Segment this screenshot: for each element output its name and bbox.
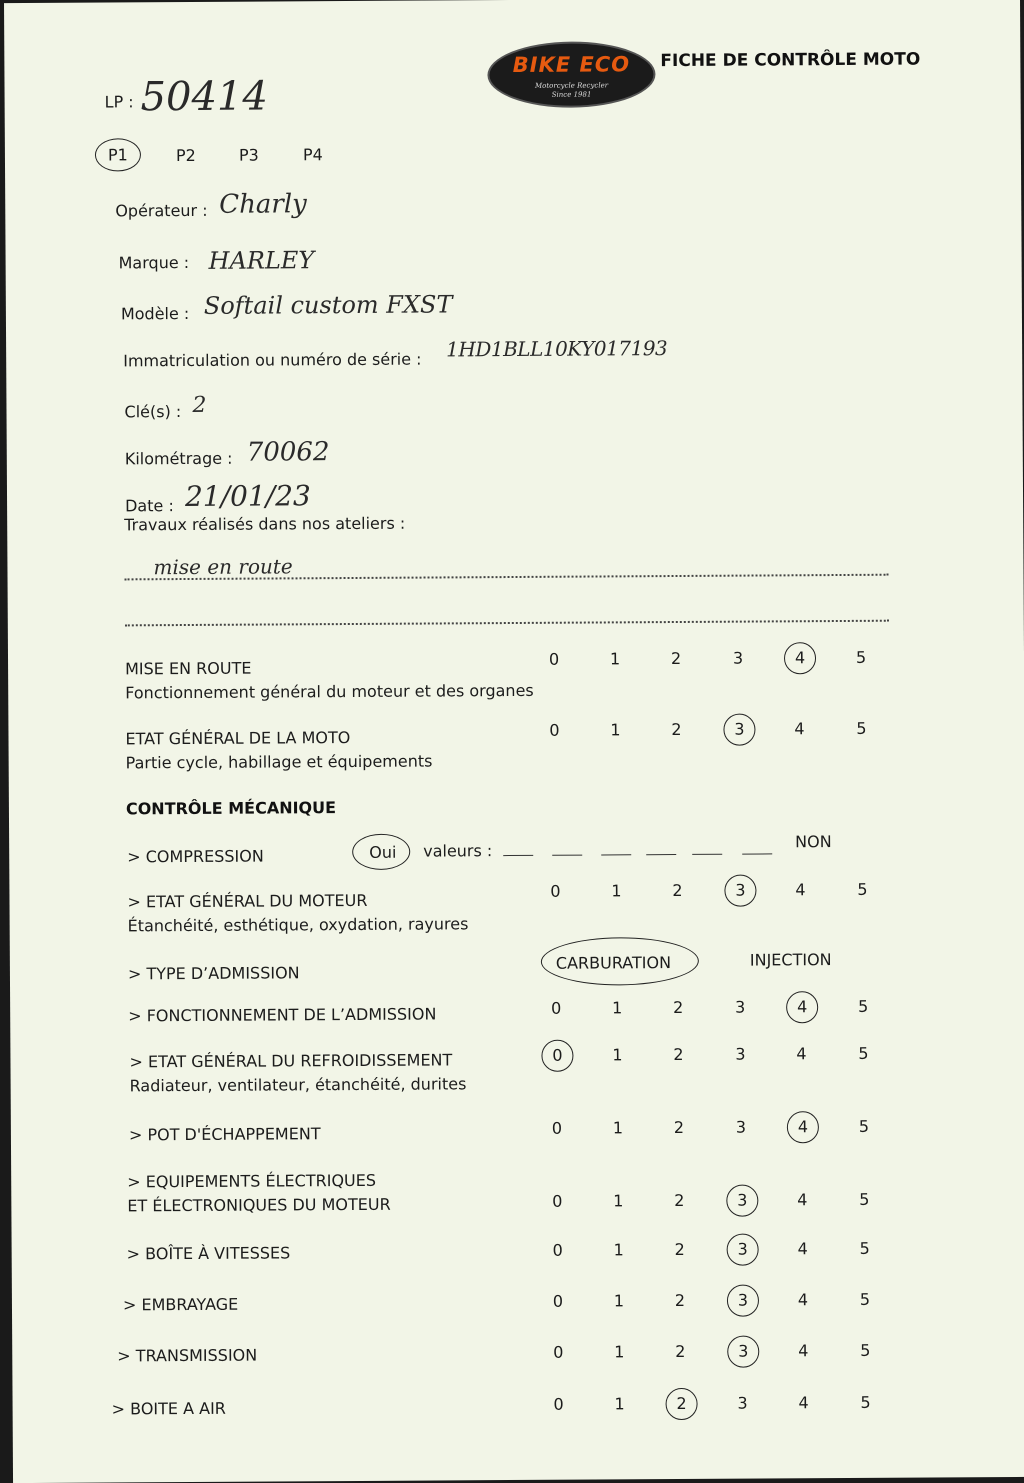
rating-bottom-7-score-4[interactable]: 4 [798, 1393, 809, 1413]
operateur-label: Opérateur : [115, 200, 208, 221]
travaux-line-2 [125, 620, 889, 627]
kilometrage-value: 70062 [246, 437, 330, 468]
rating-top-1-score-1[interactable]: 1 [610, 720, 621, 740]
etat-moteur-score-0[interactable]: 0 [550, 881, 561, 901]
rating-bottom-4-label: > BOÎTE À VITESSES [126, 1243, 291, 1264]
rating-bottom-1-sub: Radiateur, ventilateur, étanchéité, durites [129, 1074, 467, 1096]
rating-top-0-score-1[interactable]: 1 [609, 649, 621, 669]
rating-bottom-0-score-1[interactable]: 1 [612, 998, 623, 1018]
rating-bottom-0-score-5[interactable]: 5 [858, 996, 869, 1016]
rating-bottom-3-score-1[interactable]: 1 [613, 1191, 624, 1211]
rating-bottom-1-label: > ETAT GÉNÉRAL DU REFROIDISSEMENT [129, 1050, 453, 1072]
rating-bottom-0-score-0[interactable]: 0 [551, 998, 562, 1018]
rating-top-1-score-5[interactable]: 5 [856, 718, 867, 738]
position-p2[interactable]: P2 [175, 145, 196, 166]
rating-bottom-6-label: > TRANSMISSION [117, 1345, 258, 1366]
position-p4[interactable]: P4 [302, 145, 323, 165]
rating-bottom-7-score-1[interactable]: 1 [614, 1394, 625, 1414]
date-label: Date : [125, 496, 174, 516]
rating-bottom-7-score-0[interactable]: 0 [553, 1394, 564, 1414]
kilometrage-label: Kilométrage : [124, 448, 233, 469]
rating-top-0-score-5[interactable]: 5 [855, 647, 867, 667]
compression-valeurs-label: valeurs : [423, 841, 493, 861]
compression-value-blank[interactable] [692, 854, 722, 855]
rating-bottom-5-score-2[interactable]: 2 [674, 1290, 686, 1311]
rating-bottom-3-score-4[interactable]: 4 [797, 1190, 808, 1210]
rating-bottom-5-score-4[interactable]: 4 [797, 1290, 809, 1310]
etat-moteur-score-3[interactable]: 3 [724, 875, 756, 907]
compression-value-blank[interactable] [742, 853, 772, 854]
rating-bottom-5-score-1[interactable]: 1 [613, 1291, 625, 1311]
rating-bottom-3-score-0[interactable]: 0 [552, 1191, 563, 1211]
rating-bottom-5-score-5[interactable]: 5 [859, 1289, 871, 1309]
rating-bottom-6-score-4[interactable]: 4 [798, 1341, 809, 1361]
rating-bottom-1-score-2[interactable]: 2 [673, 1044, 684, 1065]
rating-top-1-label: ETAT GÉNÉRAL DE LA MOTO [125, 728, 351, 749]
travaux-value: mise en route [153, 554, 293, 580]
etat-moteur-sub: Étanchéité, esthétique, oxydation, rayures [127, 914, 469, 936]
admission-option-injection[interactable]: INJECTION [749, 950, 832, 970]
etat-moteur-score-2[interactable]: 2 [672, 880, 683, 901]
rating-bottom-3-score-5[interactable]: 5 [859, 1189, 870, 1209]
rating-bottom-6-score-0[interactable]: 0 [553, 1342, 564, 1362]
rating-top-1-score-2[interactable]: 2 [671, 719, 682, 740]
modele-label: Modèle : [120, 303, 190, 324]
rating-top-0-sub: Fonctionnement général du moteur et des organes [125, 680, 534, 703]
compression-values [4, 0, 1020, 3]
rating-bottom-3-score-3[interactable]: 3 [726, 1185, 758, 1217]
rating-bottom-1-score-4[interactable]: 4 [796, 1044, 807, 1064]
rating-bottom-0-label: > FONCTIONNEMENT DE L’ADMISSION [128, 1004, 437, 1026]
rating-bottom-0-score-4[interactable]: 4 [786, 991, 818, 1023]
date-value: 21/01/23 [184, 479, 311, 514]
rating-bottom-2-score-0[interactable]: 0 [551, 1118, 563, 1138]
rating-top-0-score-3[interactable]: 3 [732, 648, 744, 668]
immat-value: 1HD1BLL10KY017193 [446, 336, 668, 362]
cles-label: Clé(s) : [124, 402, 182, 422]
rating-bottom-1-score-1[interactable]: 1 [612, 1045, 623, 1065]
compression-value-blank[interactable] [503, 855, 533, 856]
modele-value: Softail custom FXST [203, 290, 453, 320]
logo-text: BIKE ECO [512, 52, 631, 77]
rating-bottom-1-score-0[interactable]: 0 [541, 1040, 573, 1072]
admission-option-carburation[interactable]: CARBURATION [555, 953, 672, 973]
rating-bottom-4-score-4[interactable]: 4 [797, 1239, 808, 1259]
rating-bottom-4-score-5[interactable]: 5 [859, 1238, 870, 1258]
page-title: FICHE DE CONTRÔLE MOTO [660, 49, 921, 72]
rating-top-1-score-3[interactable]: 3 [723, 714, 755, 746]
rating-bottom-5-score-3[interactable]: 3 [727, 1285, 759, 1317]
marque-label: Marque : [118, 252, 190, 273]
lp-label: LP : [104, 92, 134, 112]
rating-bottom-0-score-2[interactable]: 2 [673, 997, 684, 1018]
rating-bottom-4-score-1[interactable]: 1 [613, 1240, 624, 1260]
etat-moteur-label: > ETAT GÉNÉRAL DU MOTEUR [127, 890, 368, 912]
rating-bottom-2-label: > POT D'ÉCHAPPEMENT [128, 1124, 321, 1145]
rating-bottom-0-score-3[interactable]: 3 [735, 997, 746, 1017]
compression-oui[interactable]: Oui [369, 842, 397, 862]
rating-bottom-2-score-2[interactable]: 2 [673, 1117, 685, 1138]
rating-bottom-3-sub: ET ÉLECTRONIQUES DU MOTEUR [127, 1194, 391, 1216]
rating-bottom-1-score-5[interactable]: 5 [858, 1043, 869, 1063]
rating-bottom-4-score-2[interactable]: 2 [674, 1239, 685, 1260]
bike-eco-logo [487, 41, 655, 108]
travaux-label: Travaux réalisés dans nos ateliers : [124, 513, 406, 535]
section-title: CONTRÔLE MÉCANIQUE [125, 798, 337, 819]
rating-bottom-7-score-5[interactable]: 5 [860, 1392, 871, 1412]
rating-bottom-5-score-0[interactable]: 0 [552, 1291, 564, 1311]
inspection-sheet [4, 0, 1024, 1483]
etat-moteur-score-1[interactable]: 1 [611, 881, 622, 901]
logo-subtitle: Motorcycle Recycler [534, 81, 609, 90]
rating-bottom-7-score-3[interactable]: 3 [737, 1393, 748, 1413]
logo-since: Since 1981 [551, 90, 592, 99]
compression-value-blank[interactable] [646, 854, 676, 855]
operateur-value: Charly [219, 189, 307, 220]
rating-bottom-2-score-3[interactable]: 3 [735, 1117, 747, 1137]
compression-label: > COMPRESSION [127, 846, 264, 867]
rating-bottom-6-score-2[interactable]: 2 [675, 1341, 686, 1362]
rating-top-0-score-0[interactable]: 0 [548, 649, 560, 669]
etat-moteur-score-5[interactable]: 5 [857, 879, 868, 899]
position-p3[interactable]: P3 [238, 145, 259, 165]
etat-moteur-score-4[interactable]: 4 [795, 880, 806, 900]
rating-bottom-7-label: > BOITE A AIR [111, 1398, 226, 1419]
rating-bottom-1-score-3[interactable]: 3 [735, 1044, 746, 1064]
lp-value: 50414 [140, 73, 268, 121]
rating-bottom-2-score-4[interactable]: 4 [787, 1111, 819, 1143]
compression-value-blank[interactable] [601, 854, 631, 855]
immat-label: Immatriculation ou numéro de série : [123, 349, 422, 371]
rating-top-1-score-4[interactable]: 4 [794, 719, 805, 739]
rating-bottom-5-label: > EMBRAYAGE [122, 1294, 239, 1315]
cles-value: 2 [192, 392, 207, 418]
rating-top-1-sub: Partie cycle, habillage et équipements [125, 751, 433, 773]
admission-label: > TYPE D’ADMISSION [127, 963, 300, 984]
rating-bottom-2-score-1[interactable]: 1 [612, 1118, 624, 1138]
rating-bottom-3-label: > EQUIPEMENTS ÉLECTRIQUES [127, 1170, 377, 1192]
rating-bottom-3-score-2[interactable]: 2 [674, 1190, 685, 1211]
rating-top-0-score-4[interactable]: 4 [784, 642, 816, 674]
compression-value-blank[interactable] [552, 855, 582, 856]
position-p1[interactable]: P1 [95, 138, 141, 171]
rating-top-0-label: MISE EN ROUTE [125, 658, 252, 679]
rating-bottom-6-score-1[interactable]: 1 [614, 1342, 625, 1362]
marque-value: HARLEY [208, 246, 315, 275]
rating-top-1-score-0[interactable]: 0 [549, 720, 560, 740]
rating-bottom-7-score-2[interactable]: 2 [665, 1388, 697, 1420]
rating-bottom-2-score-5[interactable]: 5 [858, 1116, 870, 1136]
rating-bottom-6-score-5[interactable]: 5 [860, 1340, 871, 1360]
compression-non[interactable]: NON [795, 832, 832, 852]
rating-top-0-score-2[interactable]: 2 [670, 648, 682, 669]
rating-bottom-4-score-0[interactable]: 0 [552, 1240, 563, 1260]
rating-bottom-4-score-3[interactable]: 3 [727, 1234, 759, 1266]
rating-bottom-6-score-3[interactable]: 3 [727, 1336, 759, 1368]
